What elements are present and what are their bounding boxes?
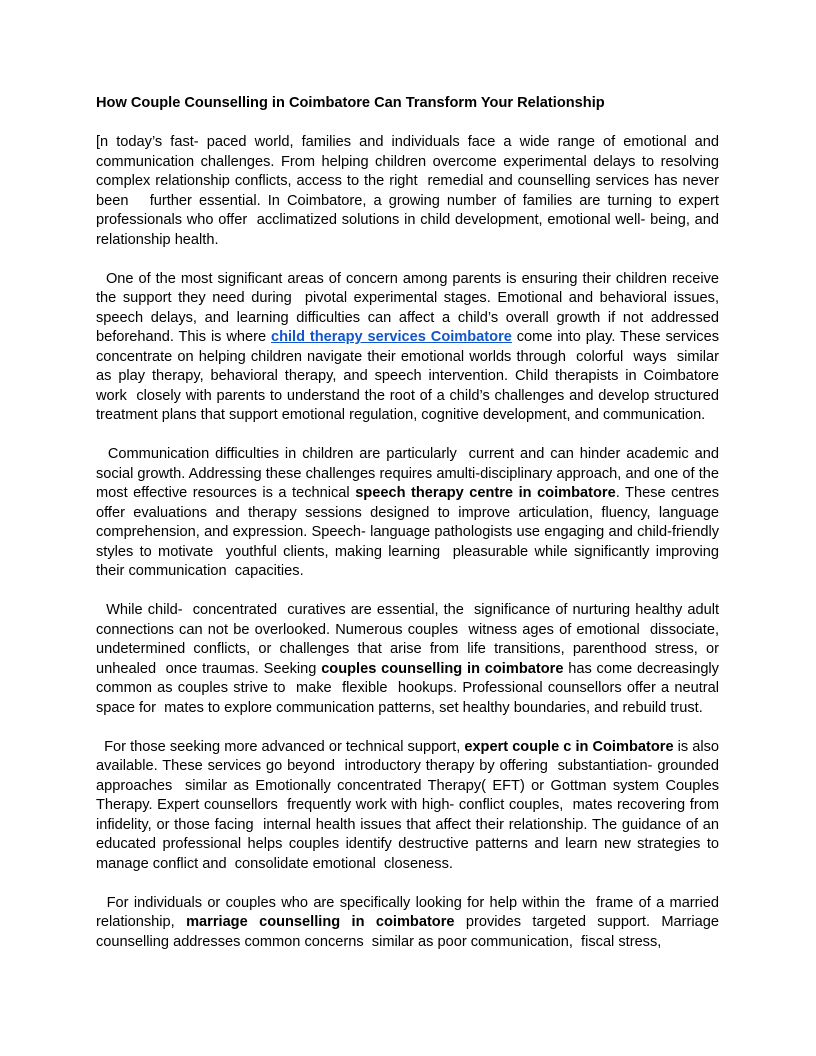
document-page (96, 94, 728, 952)
paragraph-couples-counselling-text-after: has come decreasingly common as couples strive to make flexible hookups. Professional counsellors offer a neutral space for mates to explore communication patterns, set healthy boundaries, and rebuild trust. (96, 660, 724, 716)
paragraph-couples-counselling (96, 601, 724, 718)
paragraph-expert-couple (96, 738, 724, 875)
expert-couple-keyword: expert couple c in Coimbatore (464, 738, 674, 755)
paragraph-marriage-counselling-text-after: provides targeted support. Marriage counselling addresses common concerns similar as poor communication, fiscal stress, (96, 914, 724, 950)
paragraph-speech-therapy (96, 445, 728, 582)
paragraph-intro: [n today’s fast- paced world, families and individuals face a wide range of emotional and communication challenges. From helping children overcome experimental delays to resolving complex relationship conflicts, access to the right remedial and counselling services has never been further essential. In Coimbatore, a growing number of families are turning to expert professionals who offer acclimatized solutions in child development, emotional well- being, and relationship health. (96, 134, 724, 248)
document-title: How Couple Counselling in Coimbatore Can Transform Your Relationship (96, 95, 605, 111)
paragraph-speech-therapy-text-before: Communication difficulties in children are particularly current and can hinder academic and social growth. Addressing these challenges requires amulti-disciplinary approach, and one of the most effective resources is a technical (96, 446, 724, 501)
speech-therapy-keyword: speech therapy centre in coimbatore (355, 485, 616, 501)
paragraph-marriage-counselling (96, 894, 724, 953)
paragraph-child-therapy-text-before: One of the most significant areas of concern among parents is ensuring their children receive the support they need during pivotal experimental stages. Emotional and behavioral issues, speech delays, and learning difficulties can affect a child’s overall growth if not addressed beforehand. This is where (96, 270, 724, 345)
marriage-counselling-keyword: marriage counselling in coimbatore (186, 914, 455, 930)
paragraph-child-therapy-text-after: come into play. These services concentrate on helping children navigate their emotional worlds through colorful ways similar as play therapy, behavioral therapy, and speech intervention. Child therapists in Coimbatore work closely with parents to understand the root of a child’s challenges and develop structured treatment plans that support emotional regulation, cognitive development, and communication. (96, 329, 724, 423)
paragraph-expert-couple-text-before: For those seeking more advanced or technical support, (96, 738, 465, 755)
paragraph-child-therapy (96, 270, 724, 426)
paragraph-couples-counselling-text-before: While child- concentrated curatives are essential, the significance of nurturing healthy adult connections can not be overlooked. Numerous couples witness ages of emotional dissociate, undetermined conflicts, or challenges that arise from life transitions, parenthood stress, or unhealed once traumas. Seeking (96, 602, 724, 677)
paragraph-marriage-counselling-text-before: For individuals or couples who are specifically looking for help within the frame of a married relationship, (96, 894, 724, 930)
child-therapy-services-link[interactable]: child therapy services Coimbatore (270, 329, 512, 345)
couples-counselling-keyword: couples counselling in coimbatore (321, 660, 564, 677)
paragraph-speech-therapy-text-after: . These centres offer evaluations and therapy sessions designed to improve articulation, fluency, language comprehension, and expression. Speech- language pathologists use engaging and child-friendly styles to motivate youthful clients, making learning pleasurable while significantly improving their communication capacities. (96, 485, 728, 579)
paragraph-expert-couple-text-after: is also available. These services go beyond introductory therapy by offering substantiation- grounded approaches similar as Emotionally concentrated Therapy( EFT) or Gottman system Couples Therapy. Expert counsellors frequently work with high- conflict couples, mates recovering from infidelity, or those facing internal health issues that affect their relationship. The guidance of an educated professional helps couples identify destructive patterns and learn new strategies to manage conflict and consolidate emotional closeness. (96, 738, 724, 872)
